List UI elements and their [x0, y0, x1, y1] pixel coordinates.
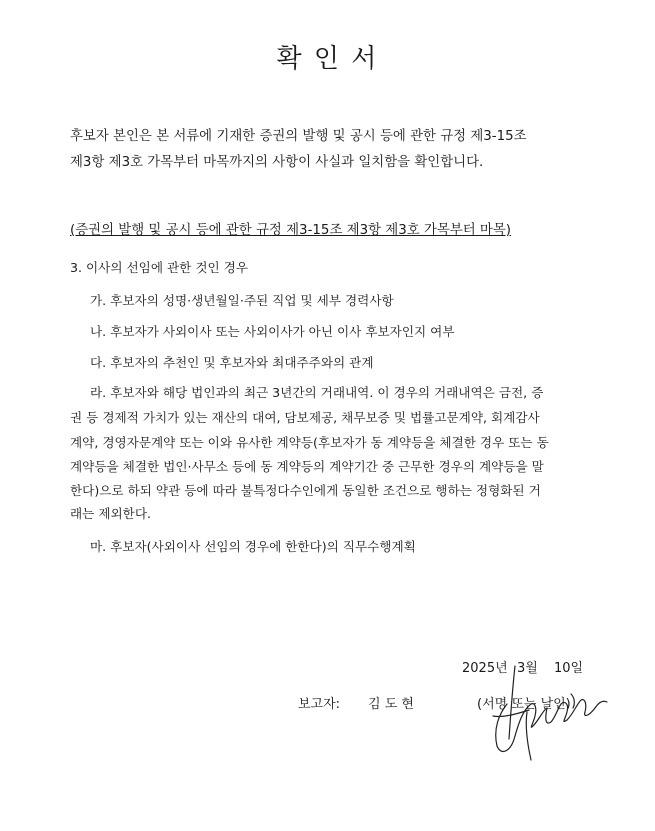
date-day: 10일	[554, 661, 584, 676]
item-ra-line-4: 계약등을 체결한 법인·사무소 등에 동 계약등의 계약기간 중 근무한 경우의 계약등을 말	[70, 459, 544, 474]
item-ga: 가. 후보자의 성명·생년월일·주된 직업 및 세부 경력사항	[90, 293, 394, 308]
date-year: 2025년	[462, 661, 508, 676]
item-ra-line-1: 라. 후보자와 해당 법인과의 최근 3년간의 거래내역. 이 경우의 거래내역은 금전, 증	[90, 385, 544, 400]
handwritten-signature	[485, 664, 610, 764]
reporter-label: 보고자:	[298, 697, 341, 712]
date-month: 3월	[517, 661, 538, 676]
item-ra-line-2: 권 등 경제적 가치가 있는 재산의 대여, 담보제공, 채무보증 및 법률고문계약, 회계감사	[70, 410, 540, 425]
item-da: 다. 후보자의 추천인 및 후보자와 최대주주와의 관계	[90, 355, 374, 370]
item-na: 나. 후보자가 사외이사 또는 사외이사가 아닌 이사 후보자인지 여부	[90, 324, 455, 339]
intro-line-2: 제3항 제3호 가목부터 마목까지의 사항이 사실과 일치함을 확인합니다.	[70, 155, 484, 170]
document-title: 확 인 서	[276, 44, 379, 74]
item-ra-line-6: 래는 제외한다.	[70, 506, 151, 521]
intro-line-1: 후보자 본인은 본 서류에 기재한 증권의 발행 및 공시 등에 관한 규정 제3-15조	[70, 129, 527, 144]
section-3-heading: 3. 이사의 선임에 관한 것인 경우	[70, 260, 249, 275]
item-ma: 마. 후보자(사외이사 선임의 경우에 한한다)의 직무수행계획	[90, 539, 416, 554]
item-ra-line-3: 계약, 경영자문계약 또는 이와 유사한 계약등(후보자가 동 계약등을 체결한 경우 또는 동	[70, 435, 549, 450]
item-ra-line-5: 한다)으로 하되 약관 등에 따라 불특정다수인에게 동일한 조건으로 행하는 정형화된 거	[70, 483, 541, 498]
sign-note: (서명 또는 날인)	[477, 697, 571, 712]
reporter-name: 김 도 현	[368, 697, 414, 712]
regulation-reference: (증권의 발행 및 공시 등에 관한 규정 제3-15조 제3항 제3호 가목부터 마목)	[70, 223, 512, 238]
